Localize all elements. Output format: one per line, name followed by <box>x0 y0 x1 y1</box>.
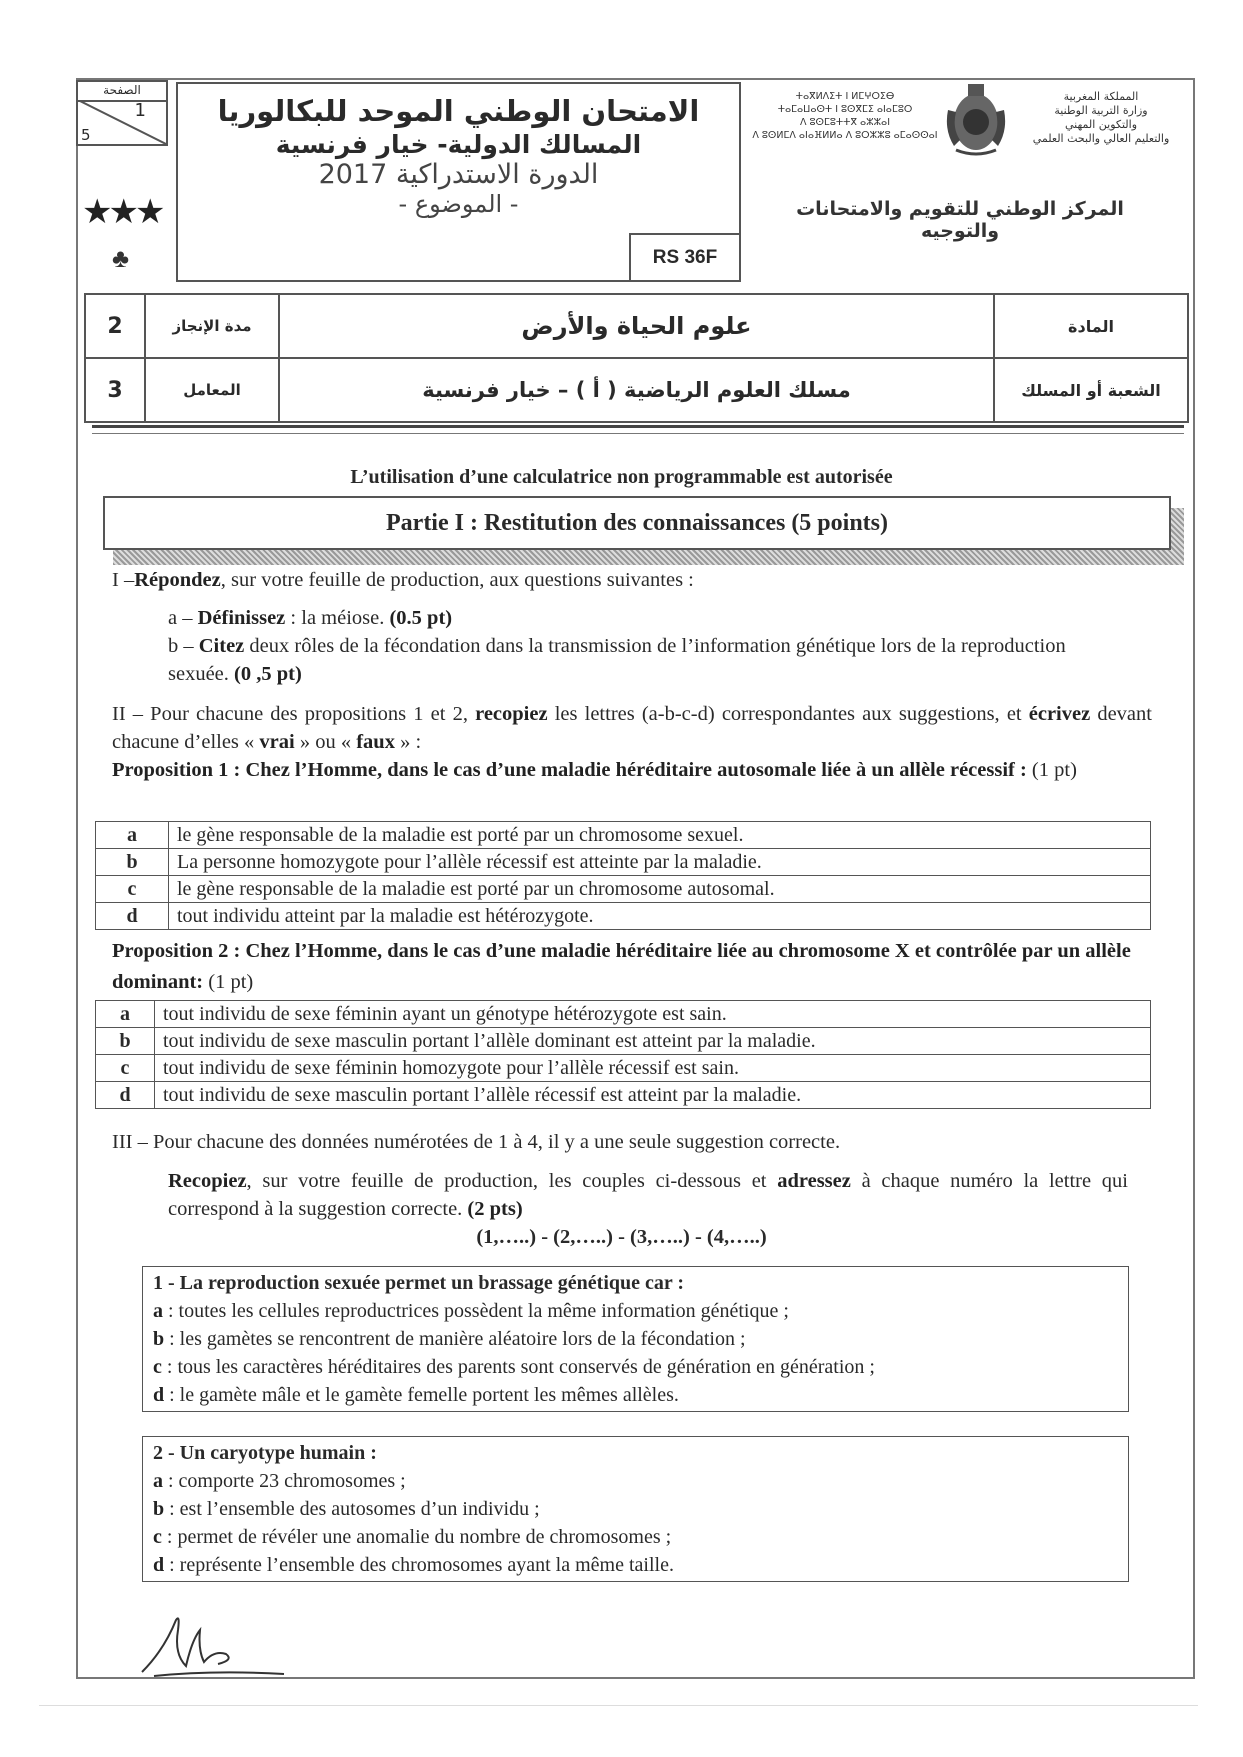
q2-text: devant chacune d’elles « <box>112 703 1152 753</box>
prop1-title: Proposition 1 : Chez l’Homme, dans le cas d’une maladie héréditaire autosomale liée à un allèle récessif : <box>112 759 1032 781</box>
national-centre: المركز الوطني للتقويم والامتحانات والتوجيه <box>796 198 1124 242</box>
q3-text: , sur votre feuille de production, les couples ci-dessous et <box>246 1170 778 1192</box>
row-text: tout individu de sexe féminin ayant un génotype hétérozygote est sain. <box>155 1001 1151 1028</box>
tifinagh-ministry <box>745 90 945 142</box>
row-text: tout individu de sexe féminin homozygote pour l’allèle récessif est sain. <box>155 1055 1151 1082</box>
option-text: : représente l’ensemble des chromosomes ayant la même taille. <box>164 1554 674 1576</box>
option <box>153 1325 1118 1353</box>
q2-true: vrai <box>259 731 295 753</box>
row-letter: b <box>96 1028 155 1055</box>
ministry-line: والتكوين المهني <box>1064 118 1138 131</box>
q1-text: , sur votre feuille de production, aux questions suivantes : <box>220 569 694 591</box>
coef-label: المعامل <box>145 358 279 422</box>
part-title: Partie I : Restitution des connaissances (5 points) <box>103 496 1171 550</box>
exam-title: الامتحان الوطني الموحد للبكالوريا <box>217 94 700 128</box>
q1b-points: (0 ,5 pt) <box>234 663 302 685</box>
row-text: tout individu atteint par la maladie est hétérozygote. <box>169 903 1151 930</box>
option <box>153 1353 1118 1381</box>
subject-label: المادة <box>994 294 1188 358</box>
tifinagh-line: ⵜⴰⴳⵍⴷⵉⵜ ⵏ ⵍⵎⵖⵔⵉⴱ <box>795 91 895 102</box>
q1b-verb: Citez <box>198 635 245 657</box>
row-letter: d <box>96 903 169 930</box>
q1-prefix: I – <box>112 569 135 591</box>
option-text: : tous les caractères héréditaires des parents sont conservés de génération en génération ; <box>161 1356 875 1378</box>
option-text: : le gamète mâle et le gamète femelle portent les mêmes allèles. <box>164 1384 679 1406</box>
q1a-prefix: a – <box>168 607 198 629</box>
exam-track: المسالك الدولية- خيار فرنسية <box>275 130 642 159</box>
duration-value: 2 <box>85 294 145 358</box>
option <box>153 1467 1118 1495</box>
option-letter: c <box>153 1526 162 1548</box>
row-letter: d <box>96 1082 155 1109</box>
option-text: : comporte 23 chromosomes ; <box>163 1470 406 1492</box>
question-3-intro: III – Pour chacune des données numérotées de 1 à 4, il y a une seule suggestion correcte. <box>112 1131 841 1153</box>
ministry-line: وزارة التربية الوطنية <box>1054 104 1148 117</box>
item-title: 1 - La reproduction sexuée permet un brassage génétique car : <box>153 1272 685 1294</box>
row-text: tout individu de sexe masculin portant l’allèle dominant est atteint par la maladie. <box>155 1028 1151 1055</box>
duration-label: مدة الإنجاز <box>145 294 279 358</box>
option-text: : est l’ensemble des autosomes d’un individu ; <box>164 1498 540 1520</box>
option-text: : les gamètes se rencontrent de manière aléatoire lors de la fécondation ; <box>164 1328 746 1350</box>
q2-verb: écrivez <box>1028 703 1091 725</box>
q2-verb: recopiez <box>475 703 548 725</box>
option-letter: d <box>153 1554 165 1576</box>
q2-text: » : <box>394 731 422 753</box>
ministry-line: والتعليم العالي والبحث العلمي <box>1032 132 1170 145</box>
row-text: le gène responsable de la maladie est porté par un chromosome autosomal. <box>169 876 1151 903</box>
row-letter: b <box>96 849 169 876</box>
exam-subject-label: - الموضوع - <box>398 190 519 218</box>
option-letter: a <box>153 1300 163 1322</box>
subject-name: علوم الحياة والأرض <box>279 294 994 358</box>
coef-value: 3 <box>85 358 145 422</box>
footer-line <box>39 1705 1198 1706</box>
q3-verb: Recopiez <box>168 1170 247 1192</box>
signature-icon <box>134 1610 294 1680</box>
proposition-2-table <box>95 1000 1151 1109</box>
option-letter: b <box>153 1498 165 1520</box>
q1a-text: : la méiose. <box>285 607 390 629</box>
tifinagh-line: ⴷ ⵓⵙⵎⵓⵜⵜⴳ ⴰⵣⵣⴰⵏ <box>799 117 890 128</box>
exam-code: RS 36F <box>629 233 741 282</box>
table-row <box>96 1055 1151 1082</box>
option <box>153 1523 1118 1551</box>
proposition-2-title <box>112 936 1142 998</box>
stars-icon: ★★★ <box>82 194 162 231</box>
q1a-verb: Définissez <box>197 607 286 629</box>
track-name: مسلك العلوم الرياضية ( أ ) – خيار فرنسية <box>279 358 994 422</box>
question-1a <box>168 604 1128 632</box>
table-row <box>96 1001 1151 1028</box>
q2-text: les lettres (a-b-c-d) correspondantes aux suggestions, et <box>547 703 1029 725</box>
row-letter: c <box>96 1055 155 1082</box>
ministry-name <box>1010 90 1192 146</box>
row-text: La personne homozygote pour l’allèle récessif est atteinte par la maladie. <box>169 849 1151 876</box>
club-icon: ♣ <box>112 244 130 273</box>
exam-session: الدورة الاستدراكية 2017 <box>318 159 599 190</box>
table-row <box>96 876 1151 903</box>
table-row <box>96 1028 1151 1055</box>
option-letter: b <box>153 1328 165 1350</box>
tifinagh-line: ⵜⴰⵎⴰⵡⴰⵙⵜ ⵏ ⵓⵙⴳⵎⵉ ⴰⵏⴰⵎⵓⵔ <box>777 104 913 115</box>
q2-false: faux <box>356 731 395 753</box>
option-letter: d <box>153 1384 165 1406</box>
proposition-1-table <box>95 821 1151 930</box>
option-text: : permet de révéler une anomalie du nombre de chromosomes ; <box>161 1526 672 1548</box>
table-row <box>96 1082 1151 1109</box>
option <box>153 1381 1118 1409</box>
option-letter: a <box>153 1470 163 1492</box>
subject-table <box>84 293 1189 423</box>
table-row <box>96 903 1151 930</box>
q1-verb: Répondez <box>134 569 221 591</box>
item-title: 2 - Un caryotype humain : <box>153 1442 377 1464</box>
q3-points: (2 pts) <box>467 1198 523 1220</box>
table-row <box>96 849 1151 876</box>
ministry-line: المملكة المغربية <box>1063 90 1139 103</box>
calculator-note: L’utilisation d’une calculatrice non programmable est autorisée <box>350 466 893 488</box>
row-letter: a <box>96 1001 155 1028</box>
q1a-points: (0.5 pt) <box>389 607 453 629</box>
q2-text: » ou « <box>294 731 357 753</box>
prop1-points: (1 pt) <box>1031 759 1077 781</box>
item-1-box <box>142 1266 1129 1412</box>
prop2-title: Proposition 2 : Chez l’Homme, dans le cas d’une maladie héréditaire liée au chromosome X et contrôlée par un allèle dominant: <box>112 940 1131 993</box>
q2-text: II – Pour chacune des propositions 1 et 2, <box>112 703 476 725</box>
option-letter: c <box>153 1356 162 1378</box>
diagonal-divider <box>78 100 166 144</box>
option <box>153 1551 1118 1579</box>
page-current: 1 <box>134 100 146 121</box>
question-1b <box>168 632 1128 688</box>
row-letter: a <box>96 822 169 849</box>
answer-couples: (1,…..) - (2,…..) - (3,…..) - (4,…..) <box>476 1226 767 1248</box>
q3-text: à chaque numéro la lettre qui correspond à la suggestion correcte. <box>168 1170 1128 1220</box>
track-label: الشعبة أو المسلك <box>994 358 1188 422</box>
row-text: le gène responsable de la maladie est porté par un chromosome sexuel. <box>169 822 1151 849</box>
page-number-box <box>76 80 168 146</box>
prop2-points: (1 pt) <box>208 971 254 993</box>
item-2-box <box>142 1436 1129 1582</box>
row-text: tout individu de sexe masculin portant l’allèle récessif est atteint par la maladie. <box>155 1082 1151 1109</box>
q1b-text: deux rôles de la fécondation dans la transmission de l’information génétique lors de la reproduction sexuée. <box>168 635 1066 685</box>
q1b-prefix: b – <box>168 635 199 657</box>
q3-verb: adressez <box>777 1170 851 1192</box>
proposition-1-title <box>112 756 1142 784</box>
page-total: 5 <box>81 126 91 144</box>
option-text: : toutes les cellules reproductrices possèdent la même information génétique ; <box>163 1300 789 1322</box>
tifinagh-line: ⴷ ⵓⵙⵍⵎⴷ ⴰⵏⴰⴼⵍⵍⴰ ⴷ ⵓⵔⵣⵣⵓ ⴰⵎⴰⵙⵙⴰⵏ <box>752 130 938 141</box>
question-3-instruction <box>168 1167 1128 1223</box>
question-2 <box>112 700 1152 756</box>
question-1 <box>112 566 1152 594</box>
option <box>153 1297 1118 1325</box>
coat-of-arms-icon <box>940 80 1012 158</box>
double-divider <box>92 425 1184 434</box>
option <box>153 1495 1118 1523</box>
row-letter: c <box>96 876 169 903</box>
table-row <box>96 822 1151 849</box>
page-label: الصفحة <box>78 82 166 102</box>
